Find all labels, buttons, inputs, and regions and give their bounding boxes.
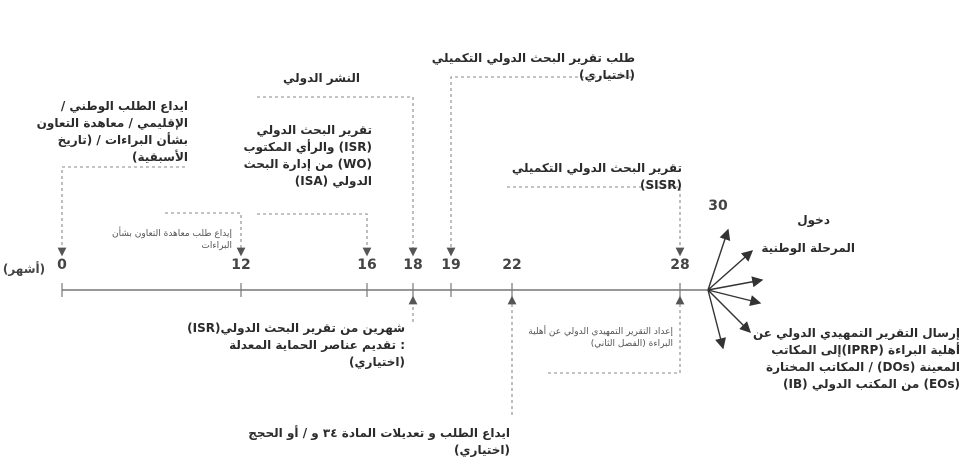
iprp-prep-label: إعداد التقرير التمهيدي الدولي عن أهلية البراءة (الفصل الثاني) xyxy=(528,327,673,349)
national-phase-label-2: المرحلة الوطنية xyxy=(761,241,855,255)
tick-label-18: 18 xyxy=(403,257,423,273)
national-phase-label-1: دخول xyxy=(797,213,830,227)
tick-label-22: 22 xyxy=(502,257,522,273)
tick-label-19: 19 xyxy=(441,257,461,273)
filing-label: ايداع الطلب الوطني / الإقليمي / معاهدة التعاون بشأن البراءات / (تاريخ الأسبقية) xyxy=(36,99,188,164)
pct-filing-label: إيداع طلب معاهدة التعاون بشأن البراءات xyxy=(112,229,232,251)
tick-label-0: 0 xyxy=(57,257,67,273)
isr-label: تقرير البحث الدولي (ISR) والرأي المكتوب (WO) من إدارة البحث الدولي (ISA) xyxy=(243,123,372,188)
demand-label: ايداع الطلب و تعديلات المادة ٣٤ و / أو الحجج (اختياري) xyxy=(248,426,510,457)
tick-label-28: 28 xyxy=(670,257,690,273)
axis-unit-label: (أشهر) xyxy=(2,262,46,276)
tick-label-12: 12 xyxy=(231,257,251,273)
sisr-request-label: طلب تقرير البحث الدولي التكميلي (اختياري) xyxy=(431,51,635,82)
sisr-label: تقرير البحث الدولي التكميلي (SISR) xyxy=(511,161,682,192)
iprp-send-label: إرسال التقرير التمهيدي الدولي عن أهلية البراءة (IPRP)إلى المكاتب المعينة (DOs) / المكاتب المختارة (EOs) من المكتب الدولي (IB) xyxy=(752,326,960,391)
amendments-label: شهرين من تقرير البحث الدولي(ISR) : تقديم عناصر الحماية المعدلة (اختياري) xyxy=(187,321,405,369)
tick-label-30: 30 xyxy=(708,198,728,214)
publication-label: النشر الدولي xyxy=(282,71,360,85)
connector-isr xyxy=(257,214,367,252)
connector-sisr xyxy=(507,187,680,252)
tick-label-16: 16 xyxy=(357,257,377,273)
